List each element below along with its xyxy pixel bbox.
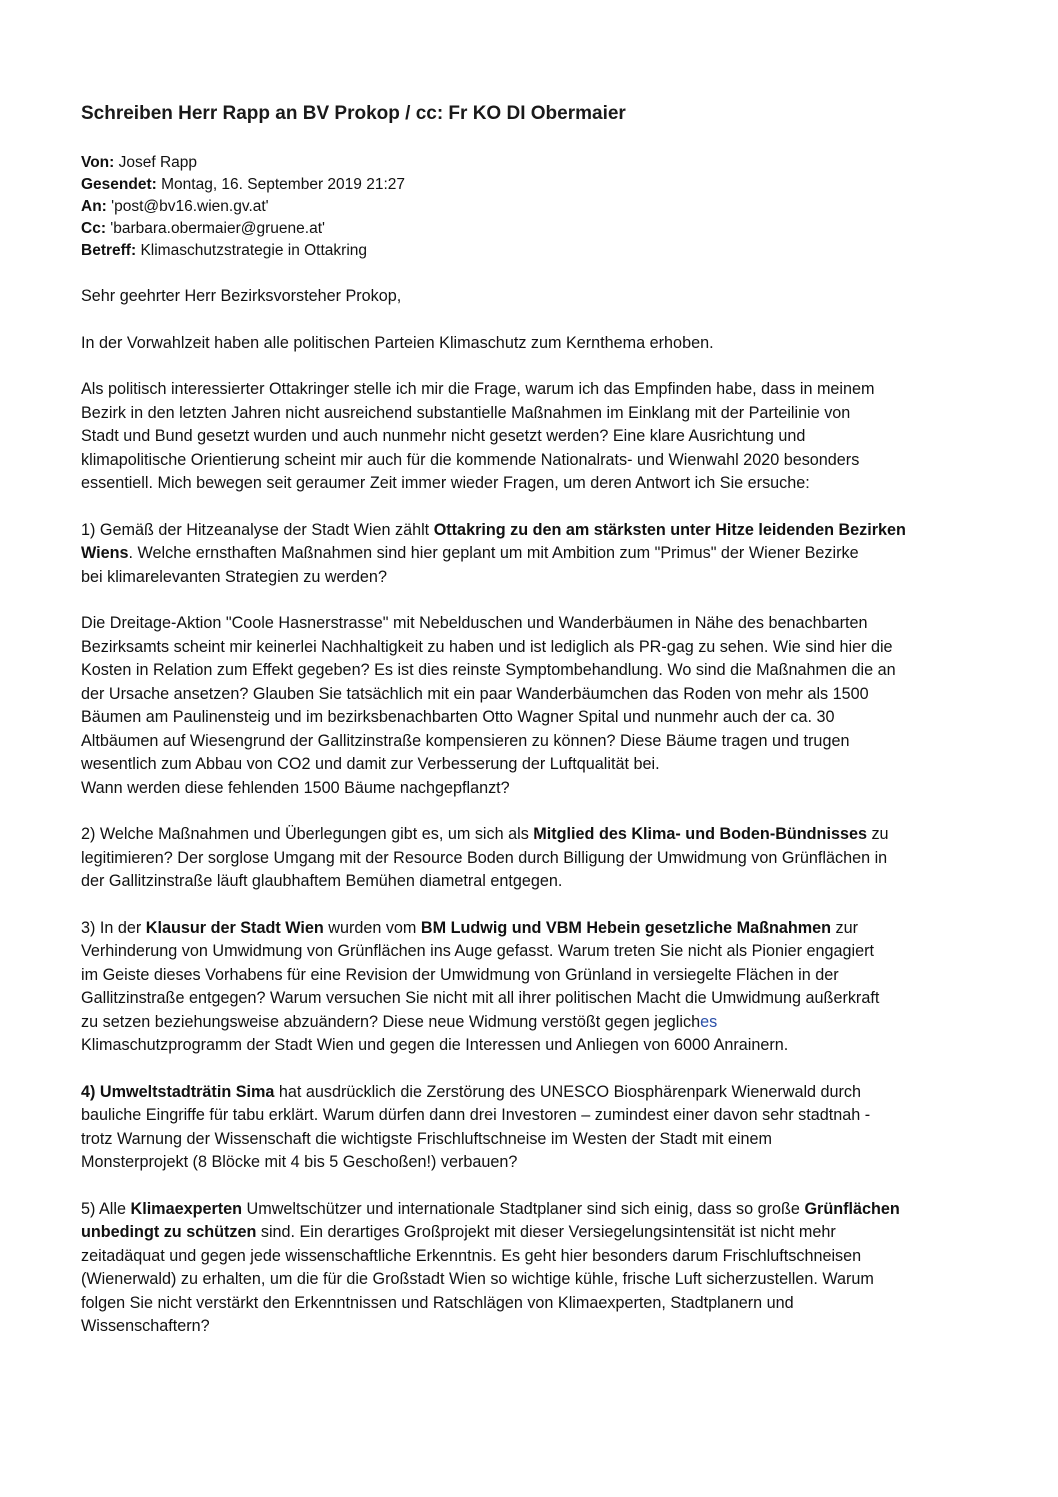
text-line: Bäumen am Paulinensteig und im bezirksbenachbarten Otto Wagner Spital und nunmehr auch der ca. 30 — [81, 708, 835, 726]
text-line: zu setzen beziehungsweise abzuändern? Diese neue Widmung verstößt gegen jegliches — [81, 1012, 718, 1031]
text-line: Wiens. Welche ernsthaften Maßnahmen sind hier geplant um mit Ambition zum "Primus" der Wiener Bezirke — [81, 544, 859, 562]
text-line: Bezirksamts scheint mir keinerlei Nachhaltigkeit zu haben und ist lediglich als PR-gag zu sehen. Wie sind hier die — [81, 637, 893, 656]
text-line: bei klimarelevanten Strategien zu werden? — [81, 567, 387, 586]
text-line: Altbäumen auf Wiesengrund der Gallitzinstraße kompensieren zu können? Diese Bäume tragen und trugen — [81, 731, 850, 750]
text-line: 1) Gemäß der Hitzeanalyse der Stadt Wien zählt Ottakring zu den am stärksten unter Hitze leidenden Bezirken — [81, 520, 906, 539]
question-4 — [81, 1081, 981, 1175]
text-line: klimapolitische Orientierung scheint mir auch für die kommende Nationalrats- und Wienwahl 2020 besonders — [81, 450, 860, 469]
question-5 — [81, 1198, 981, 1339]
text-line: (Wienerwald) zu erhalten, um die für die Großstadt Wien so wichtige kühle, frische Luft sicherzustellen. Warum — [81, 1270, 874, 1288]
text-line: folgen Sie nicht verstärkt den Erkenntnissen und Ratschlägen von Klimaexperten, Stadtplanern und — [81, 1293, 794, 1312]
question-2 — [81, 823, 981, 894]
question-1 — [81, 519, 981, 590]
text-line: 2) Welche Maßnahmen und Überlegungen gibt es, um sich als Mitglied des Klima- und Boden-Bündnisses zu — [81, 825, 889, 843]
text-line: 4) Umweltstadträtin Sima hat ausdrücklich die Zerstörung des UNESCO Biosphärenpark Wienerwald durch — [81, 1082, 862, 1101]
question-3 — [81, 917, 981, 1058]
text-line: Wann werden diese fehlenden 1500 Bäume nachgepflanzt? — [81, 778, 510, 797]
text-line: Als politisch interessierter Ottakringer stelle ich mir die Frage, warum ich das Empfinden habe, dass in meinem — [81, 380, 875, 398]
text-line: Monsterprojekt (8 Blöcke mit 4 bis 5 Geschoßen!) verbauen? — [81, 1153, 518, 1171]
text-line: der Gallitzinstraße läuft glaubhaftem Bemühen diametral entgegen. — [81, 872, 563, 890]
text-line: Verhinderung von Umwidmung von Grünflächen ins Auge gefasst. Warum treten Sie nicht als Pionier engagiert — [81, 942, 875, 960]
text-line: im Geiste dieses Vorhabens für eine Revision der Umwidmung von Grünland in versiegelte Flächen in der — [81, 965, 839, 984]
text-line: Bezirk in den letzten Jahren nicht ausreichend substantielle Maßnahmen im Einklang mit der Parteilinie von — [81, 403, 851, 422]
text-line: wesentlich zum Abbau von CO2 und damit zur Verbesserung der Luftqualität bei. — [81, 755, 660, 773]
text-line: trotz Warnung der Wissenschaft die wichtigste Frischluftschneise im Westen der Stadt mit einem — [81, 1129, 772, 1148]
text-line: legitimieren? Der sorglose Umgang mit der Resource Boden durch Billigung der Umwidmung von Grünflächen in — [81, 848, 888, 867]
text-line: Wissenschaftern? — [81, 1317, 210, 1335]
text-line: unbedingt zu schützen sind. Ein derartiges Großprojekt mit dieser Versiegelungsintensität ist nicht mehr — [81, 1223, 836, 1241]
header-sent: Gesendet: Montag, 16. September 2019 21:27 — [81, 176, 405, 193]
header-cc: Cc: 'barbara.obermaier@gruene.at' — [81, 220, 325, 237]
text-line: zeitadäquat und gegen jede wissenschaftliche Erkenntnis. Es geht hier besonders darum Frischluftschneisen — [81, 1246, 862, 1265]
email-header — [81, 152, 981, 262]
text-line: Klimaschutzprogramm der Stadt Wien und gegen die Interessen und Anliegen von 6000 Anrainern. — [81, 1036, 789, 1054]
text-line: Kosten in Relation zum Effekt gegeben? Es ist dies reinste Symptombehandlung. Wo sind die Maßnahmen die an — [81, 661, 896, 679]
text-line: der Ursache ansetzen? Glauben Sie tatsächlich mit ein paar Wanderbäumchen das Roden von mehr als 1500 — [81, 684, 869, 703]
intro-paragraph: In der Vorwahlzeit haben alle politischen Parteien Klimaschutz zum Kernthema erhoben. — [81, 333, 714, 352]
letter-title: Schreiben Herr Rapp an BV Prokop / cc: Fr KO DI Obermaier — [81, 103, 626, 124]
text-line: 5) Alle Klimaexperten Umweltschützer und internationale Stadtplaner sind sich einig, dass so große Grünflächen — [81, 1199, 900, 1218]
header-subject: Betreff: Klimaschutzstrategie in Ottakring — [81, 242, 368, 259]
text-line: essentiell. Mich bewegen seit geraumer Zeit immer wieder Fragen, um deren Antwort ich Sie ersuche: — [81, 474, 810, 492]
header-to: An: 'post@bv16.wien.gv.at' — [81, 198, 269, 215]
text-line: Stadt und Bund gesetzt wurden und auch nunmehr nicht gesetzt werden? Eine klare Ausrichtung und — [81, 427, 806, 445]
text-line: Die Dreitage-Aktion "Coole Hasnerstrasse" mit Nebelduschen und Wanderbäumen in Nähe des benachbarten — [81, 614, 868, 632]
salutation: Sehr geehrter Herr Bezirksvorsteher Prokop, — [81, 287, 402, 305]
text-line: 3) In der Klausur der Stadt Wien wurden vom BM Ludwig und VBM Hebein gesetzliche Maßnahmen zur — [81, 918, 859, 937]
header-from: Von: Josef Rapp — [81, 154, 198, 171]
paragraph-context — [81, 378, 981, 496]
text-line: bauliche Eingriffe für tabu erklärt. Warum dürfen dann drei Investoren – zumindest einer davon sehr stadtnah - — [81, 1106, 871, 1124]
text-line: Gallitzinstraße entgegen? Warum versuchen Sie nicht mit all ihrer politischen Macht die Umwidmung außerkraft — [81, 989, 880, 1007]
letter-content — [81, 100, 981, 1339]
paragraph-hasnerstrasse — [81, 612, 981, 800]
